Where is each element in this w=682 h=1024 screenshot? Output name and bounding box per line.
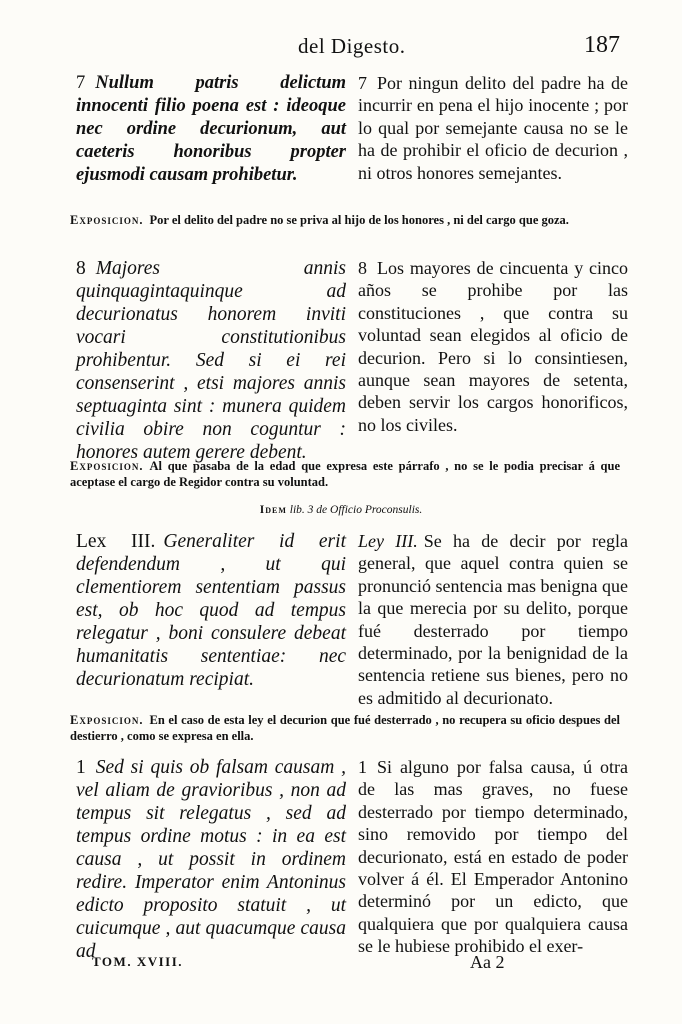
exposition-label: Exposicion. [70, 713, 144, 727]
paragraph-8 [76, 257, 628, 464]
paragraph-number: 8 [76, 258, 86, 279]
spanish-body: Si alguno por falsa causa, ú otra de las mas graves, no fuese desterrado por tiempo determinado, sino removido por tiempo del decurionato, está en estado de poder volver á él. El Emperador Antonino determinó por un edicto, que qualquiera que por qualquiera causa se le hubiese prohibido el exer- [358, 757, 628, 957]
spanish-body: Por ningun delito del padre ha de incurrir en pena el hijo inocente ; por lo qual por semejante causa no se le ha de prohibir el oficio de decurion , ni otros honores semejantes. [358, 73, 628, 183]
spanish-body: Los mayores de cincuenta y cinco años se prohibe por las constituciones , que contra su voluntad sean elegidos al oficio de decurion. Pero si lo consintiesen, aunque sean mayores de setenta, deben servir los cargos honorificos, no los civiles. [358, 258, 628, 435]
latin-body: Sed si quis ob falsam causam , vel aliam de gravioribus , non ad tempus sit relegatus , sed ad tempus ordine motus : in ea est causa , ut possit in ordinem redire. Imperator enim Antoninus edicto proposito statuit , ut cuicumque , aut quacumque causa ad [76, 757, 346, 962]
lex-3 [76, 530, 628, 709]
spanish-text-lex3 [358, 530, 628, 709]
source-author: Idem [259, 504, 287, 516]
paragraph-number: 1 [358, 757, 367, 777]
signature-mark: Aa 2 [470, 952, 505, 972]
lex-heading: Lex III. [76, 531, 156, 552]
spanish-text-1 [358, 756, 628, 963]
ley-heading: Ley III. [358, 531, 418, 551]
spanish-text-7 [358, 72, 628, 187]
spanish-text-8 [358, 257, 628, 464]
paragraph-number: 7 [76, 73, 86, 93]
exposition-8 [70, 458, 620, 490]
exposition-text: Por el delito del padre no se priva al hijo de los honores , ni del cargo que goza. [149, 213, 569, 227]
latin-body: Generaliter id erit defendendum , ut qui clementiorem sententiam passus est, ob hoc quod ad tempus relegatur , boni consulere debeat humanitatis sententiae: nec decurionatum recipiat. [76, 531, 346, 690]
exposition-lex3 [70, 712, 620, 744]
running-title: del Digesto. [298, 34, 406, 58]
exposition-text: Al que pasaba de la edad que expresa este párrafo , no se le podia precisar á que aceptase el cargo de Regidor contra su voluntad. [70, 459, 620, 489]
paragraph-1 [76, 756, 628, 963]
exposition-label: Exposicion. [70, 213, 144, 227]
latin-body: Nullum patris delictum innocenti filio poena est : ideoque nec ordine decurionum, aut caeteris honoribus propter ejusmodi causam prohibetur. [76, 73, 346, 185]
paragraph-7 [76, 72, 628, 187]
latin-text-1 [76, 756, 346, 963]
latin-text-8 [76, 257, 346, 464]
latin-body: Majores annis quinquagintaquinque ad decurionatus honorem inviti vocari constitutionibus prohibentur. Sed si ei rei consenserint , etsi majores annis septuaginta sint : munera quidem civilia obire non coguntur : honores autem gerere debent. [76, 258, 346, 463]
source-citation [0, 504, 682, 516]
paragraph-number: 8 [358, 258, 367, 278]
spanish-body: Se ha de decir por regla general, que aquel contra quien se pronunció sentencia mas benigna que la que merecia por su delito, porque fué desterrado por tiempo determinado, por la benignidad de la sentencia retiene sus bienes, pero no es admitido al decurionato. [358, 531, 628, 708]
source-reference: lib. 3 de Officio Proconsulis. [289, 504, 423, 516]
volume-label: TOM. XVIII. [92, 954, 184, 969]
latin-text-7 [76, 72, 346, 187]
paragraph-number: 7 [358, 73, 367, 93]
page-header [0, 34, 682, 74]
exposition-label: Exposicion. [70, 459, 144, 473]
paragraph-number: 1 [76, 757, 86, 778]
page-number: 187 [584, 32, 620, 58]
exposition-text: En el caso de esta ley el decurion que fué desterrado , no recupera su oficio despues del destierro , como se expresa en ella. [70, 713, 620, 743]
latin-text-lex3 [76, 530, 346, 709]
exposition-7 [70, 212, 620, 228]
